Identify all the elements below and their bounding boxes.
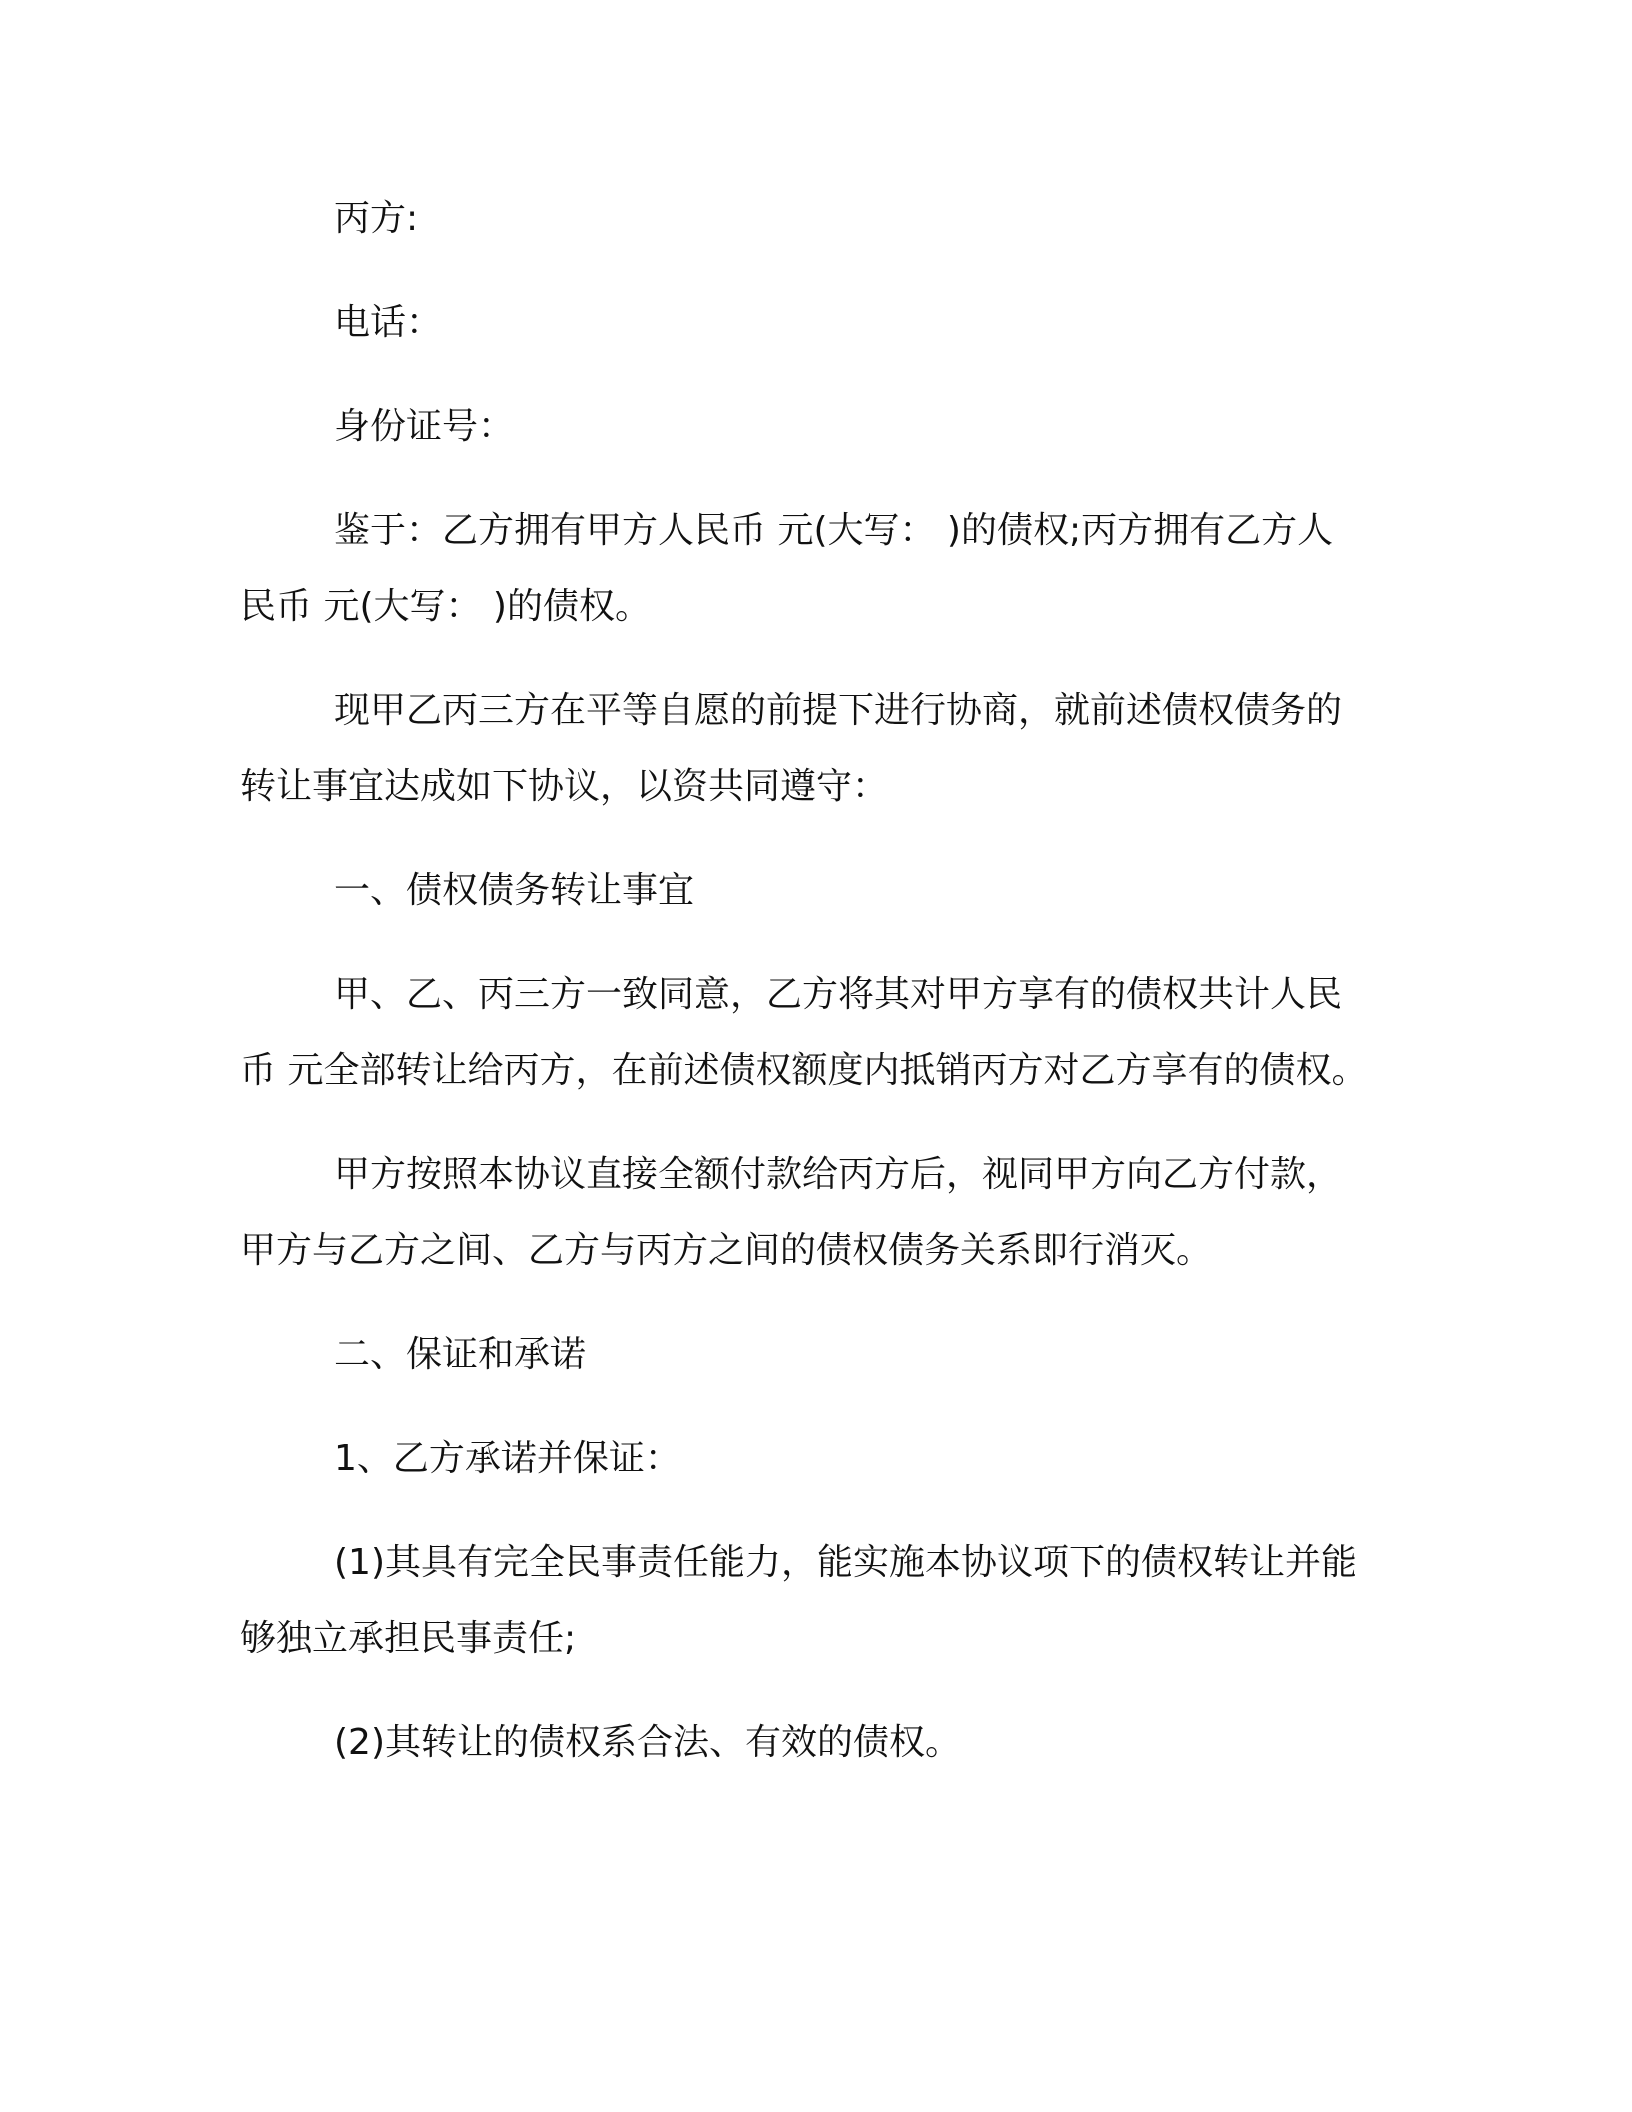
party-c-label: 丙方: [334,198,419,239]
section-1-para-1-line-2: 币 元全部转让给丙方，在前述债权额度内抵销丙方对乙方享有的债权。 [240,1050,1368,1091]
intro-paragraph-line-2: 转让事宜达成如下协议，以资共同遵守： [240,766,889,807]
intro-paragraph-line-1: 现甲乙丙三方在平等自愿的前提下进行协商，就前述债权债务的 [334,690,1343,731]
section-1-para-2-line-1: 甲方按照本协议直接全额付款给丙方后，视同甲方向乙方付款， [334,1154,1343,1195]
clause-1-heading: 1、乙方承诺并保证： [334,1438,681,1479]
section-1-para-2-line-2: 甲方与乙方之间、乙方与丙方之间的债权债务关系即行消灭。 [240,1230,1213,1271]
whereas-paragraph-line-1: 鉴于：乙方拥有甲方人民币 元(大写： )的债权;丙方拥有乙方人 [334,510,1334,551]
clause-1-item-2: (2)其转让的债权系合法、有效的债权。 [334,1722,961,1763]
section-2-heading: 二、保证和承诺 [334,1334,587,1375]
whereas-paragraph-line-2: 民币 元(大写： )的债权。 [240,586,651,627]
clause-1-item-1-line-1: (1)其具有完全民事责任能力，能实施本协议项下的债权转让并能 [334,1542,1357,1583]
id-number-label: 身份证号： [334,406,515,447]
phone-label: 电话： [334,302,443,343]
section-1-para-1-line-1: 甲、乙、丙三方一致同意，乙方将其对甲方享有的债权共计人民 [334,974,1343,1015]
clause-1-item-1-line-2: 够独立承担民事责任; [240,1618,577,1659]
section-1-heading: 一、债权债务转让事宜 [334,870,695,911]
